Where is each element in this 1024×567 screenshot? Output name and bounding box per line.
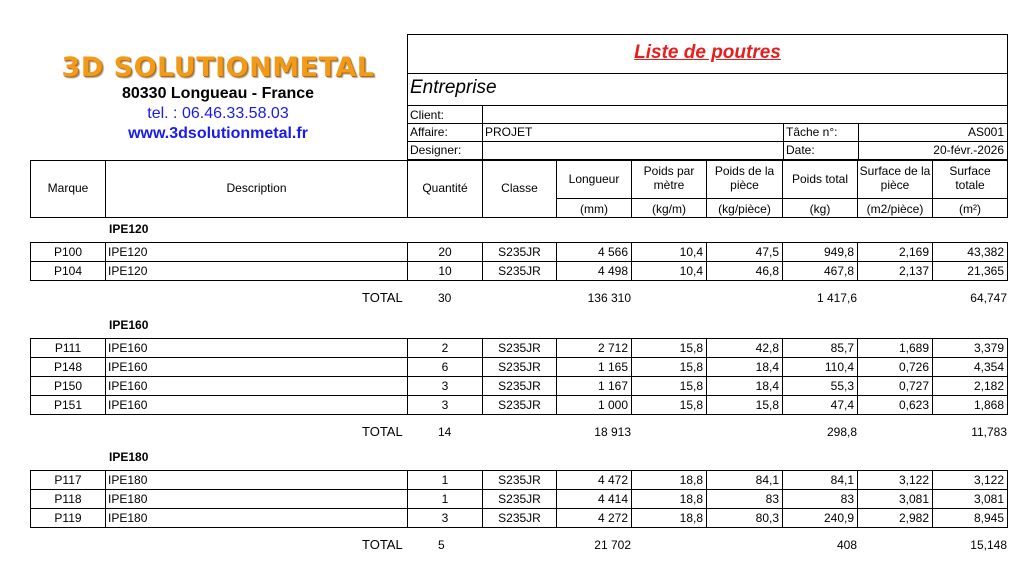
table-rule xyxy=(30,338,1008,339)
unit-surface-totale: (m²) xyxy=(959,202,981,216)
table-rule xyxy=(30,470,1008,471)
affaire-label: Affaire: xyxy=(410,125,448,139)
table-column-rule xyxy=(105,470,106,528)
table-cell-poids-piece: 18,4 xyxy=(755,360,779,374)
table-column-rule xyxy=(1007,242,1008,281)
table-cell-poids-total: 55,3 xyxy=(830,379,854,393)
table-cell-poids-metre: 15,8 xyxy=(679,379,703,393)
table-cell-poids-piece: 15,8 xyxy=(755,398,779,412)
table-rule xyxy=(30,414,1008,415)
table-column-rule xyxy=(105,242,106,281)
table-column-rule xyxy=(631,242,632,281)
table-cell-longueur: 2 712 xyxy=(597,341,628,355)
table-cell-poids-metre: 18,8 xyxy=(679,473,703,487)
table-column-rule xyxy=(857,338,858,415)
total-label: TOTAL xyxy=(362,290,403,305)
table-cell-longueur: 1 165 xyxy=(597,360,628,374)
col-poids-metre: Poids par mètre xyxy=(643,164,695,192)
table-cell-quantite: 3 xyxy=(441,398,449,412)
total-longueur: 18 913 xyxy=(594,425,631,439)
table-cell-classe: S235JR xyxy=(498,360,541,374)
table-rule xyxy=(30,508,1008,509)
total-quantite: 5 xyxy=(438,538,445,552)
total-surface-totale: 64,747 xyxy=(970,291,1007,305)
table-cell-description: IPE160 xyxy=(108,398,148,412)
table-column-rule xyxy=(631,470,632,528)
table-column-rule xyxy=(556,338,557,415)
table-column-rule xyxy=(932,242,933,281)
table-cell-description: IPE120 xyxy=(108,245,148,259)
table-cell-marque: P118 xyxy=(54,492,82,506)
table-column-rule xyxy=(782,470,783,528)
table-cell-poids-piece: 84,1 xyxy=(755,473,779,487)
table-cell-surface-piece: 2,982 xyxy=(898,511,929,525)
brand-logo: 3D SOLUTIONMETAL xyxy=(61,52,375,83)
total-quantite: 30 xyxy=(438,291,452,305)
table-cell-surface-piece: 2,137 xyxy=(898,264,929,278)
table-cell-classe: S235JR xyxy=(498,398,541,412)
table-column-rule xyxy=(706,242,707,281)
table-cell-longueur: 4 566 xyxy=(597,245,628,259)
col-marque: Marque xyxy=(47,181,89,195)
table-rule xyxy=(30,357,1008,358)
table-cell-classe: S235JR xyxy=(498,492,541,506)
table-cell-poids-piece: 47,5 xyxy=(755,245,779,259)
table-cell-description: IPE120 xyxy=(108,264,148,278)
table-column-rule xyxy=(857,242,858,281)
table-column-rule xyxy=(631,338,632,415)
total-poids-total: 408 xyxy=(836,538,857,552)
unit-poids-metre: (kg/m) xyxy=(652,202,686,216)
table-rule xyxy=(30,261,1008,262)
table-cell-longueur: 4 498 xyxy=(597,264,628,278)
table-column-rule xyxy=(857,470,858,528)
col-poids-piece: Poids de la pièce xyxy=(714,164,775,192)
table-rule xyxy=(30,527,1008,528)
table-cell-poids-total: 85,7 xyxy=(830,341,854,355)
table-rule xyxy=(30,489,1008,490)
table-cell-surface-totale: 1,868 xyxy=(973,398,1004,412)
company-address: 80330 Longueau - France xyxy=(121,85,315,102)
table-cell-surface-totale: 3,379 xyxy=(973,341,1004,355)
total-longueur: 21 702 xyxy=(594,538,631,552)
table-cell-classe: S235JR xyxy=(498,511,541,525)
group-label: IPE160 xyxy=(109,318,149,332)
table-cell-description: IPE160 xyxy=(108,360,148,374)
client-label: Client: xyxy=(410,108,445,122)
table-column-rule xyxy=(1007,470,1008,528)
table-cell-surface-totale: 21,365 xyxy=(967,264,1004,278)
table-cell-surface-piece: 1,689 xyxy=(898,341,929,355)
table-cell-surface-totale: 8,945 xyxy=(973,511,1004,525)
table-cell-classe: S235JR xyxy=(498,379,541,393)
table-cell-poids-metre: 10,4 xyxy=(679,264,703,278)
table-cell-poids-total: 110,4 xyxy=(824,360,854,374)
table-column-rule xyxy=(782,338,783,415)
table-cell-longueur: 4 272 xyxy=(597,511,628,525)
table-column-rule xyxy=(932,470,933,528)
table-column-rule xyxy=(706,470,707,528)
table-cell-poids-metre: 15,8 xyxy=(679,360,703,374)
table-cell-quantite: 20 xyxy=(438,245,452,259)
table-rule xyxy=(30,376,1008,377)
company-phone: tel. : 06.46.33.58.03 xyxy=(147,105,289,122)
table-cell-quantite: 10 xyxy=(438,264,452,278)
table-cell-surface-totale: 3,122 xyxy=(973,473,1004,487)
table-cell-marque: P119 xyxy=(54,511,82,525)
table-cell-quantite: 6 xyxy=(441,360,449,374)
col-longueur: Longueur xyxy=(568,172,620,186)
table-cell-surface-totale: 4,354 xyxy=(973,360,1004,374)
table-column-rule xyxy=(1007,338,1008,415)
total-poids-total: 298,8 xyxy=(826,425,857,439)
table-cell-poids-metre: 15,8 xyxy=(679,398,703,412)
table-cell-poids-piece: 46,8 xyxy=(755,264,779,278)
table-cell-longueur: 4 472 xyxy=(597,473,628,487)
table-cell-poids-total: 84,1 xyxy=(830,473,854,487)
col-classe: Classe xyxy=(501,181,538,195)
table-cell-quantite: 2 xyxy=(441,341,449,355)
table-cell-description: IPE180 xyxy=(108,492,148,506)
table-cell-poids-total: 240,9 xyxy=(823,511,854,525)
company-logo-block xyxy=(30,52,406,144)
table-cell-poids-piece: 83 xyxy=(765,492,779,506)
total-surface-totale: 15,148 xyxy=(970,538,1007,552)
table-cell-classe: S235JR xyxy=(498,341,541,355)
table-cell-surface-totale: 43,382 xyxy=(967,245,1004,259)
table-cell-longueur: 4 414 xyxy=(597,492,628,506)
company-website[interactable]: www.3dsolutionmetal.fr xyxy=(128,125,308,142)
table-cell-marque: P150 xyxy=(53,379,83,393)
unit-longueur: (mm) xyxy=(580,202,608,216)
table-cell-quantite: 1 xyxy=(441,492,449,506)
table-cell-marque: P117 xyxy=(54,473,82,487)
table-column-rule xyxy=(556,242,557,281)
col-description: Description xyxy=(226,181,287,195)
col-poids-total: Poids total xyxy=(791,172,849,186)
entreprise-label: Entreprise xyxy=(410,77,497,98)
table-cell-longueur: 1 167 xyxy=(597,379,628,393)
unit-surface-piece: (m2/pièce) xyxy=(866,202,924,216)
table-cell-poids-total: 47,4 xyxy=(830,398,854,412)
table-cell-poids-piece: 80,3 xyxy=(755,511,779,525)
total-poids-total: 1 417,6 xyxy=(816,291,857,305)
document-header-box xyxy=(407,34,1008,160)
table-cell-surface-piece: 2,169 xyxy=(898,245,929,259)
table-cell-marque: P148 xyxy=(53,360,83,374)
table-cell-poids-total: 949,8 xyxy=(823,245,854,259)
table-cell-description: IPE180 xyxy=(108,473,148,487)
designer-label: Designer: xyxy=(410,143,462,157)
col-surface-totale: Surface totale xyxy=(949,164,991,192)
table-rule xyxy=(30,395,1008,396)
table-cell-description: IPE160 xyxy=(108,379,148,393)
total-surface-totale: 11,783 xyxy=(971,425,1007,439)
table-cell-surface-piece: 0,623 xyxy=(898,398,929,412)
table-column-rule xyxy=(105,338,106,415)
total-longueur: 136 310 xyxy=(587,291,631,305)
group-label: IPE120 xyxy=(109,222,149,236)
unit-poids-piece: (kg/pièce) xyxy=(718,202,771,216)
total-label: TOTAL xyxy=(362,537,403,552)
col-quantite: Quantité xyxy=(422,181,468,195)
table-cell-marque: P151 xyxy=(53,398,83,412)
table-cell-poids-total: 467,8 xyxy=(823,264,854,278)
table-cell-poids-piece: 42,8 xyxy=(755,341,779,355)
table-cell-surface-piece: 0,726 xyxy=(898,360,929,374)
table-cell-marque: P111 xyxy=(54,341,82,355)
table-cell-description: IPE180 xyxy=(108,511,148,525)
group-label: IPE180 xyxy=(109,450,149,464)
table-cell-poids-metre: 18,8 xyxy=(679,511,703,525)
table-cell-surface-totale: 3,081 xyxy=(973,492,1004,506)
table-cell-poids-piece: 18,4 xyxy=(755,379,779,393)
table-cell-surface-piece: 3,081 xyxy=(898,492,929,506)
tache-value: AS001 xyxy=(967,125,1004,139)
table-cell-description: IPE160 xyxy=(108,341,148,355)
table-cell-marque: P100 xyxy=(53,245,83,259)
table-column-rule xyxy=(556,470,557,528)
table-cell-surface-piece: 3,122 xyxy=(898,473,929,487)
table-cell-classe: S235JR xyxy=(498,245,541,259)
table-cell-classe: S235JR xyxy=(498,473,541,487)
total-quantite: 14 xyxy=(438,425,452,439)
table-column-rule xyxy=(782,242,783,281)
table-cell-poids-metre: 10,4 xyxy=(679,245,703,259)
table-cell-poids-metre: 15,8 xyxy=(679,341,703,355)
unit-poids-total: (kg) xyxy=(809,202,831,216)
table-cell-quantite: 3 xyxy=(441,511,449,525)
affaire-value: PROJET xyxy=(485,125,533,139)
table-rule xyxy=(30,242,1008,243)
table-cell-surface-totale: 2,182 xyxy=(973,379,1004,393)
table-cell-marque: P104 xyxy=(53,264,83,278)
table-cell-quantite: 1 xyxy=(441,473,449,487)
total-label: TOTAL xyxy=(362,424,403,439)
col-surface-piece: Surface de la pièce xyxy=(859,164,931,192)
table-column-rule xyxy=(706,338,707,415)
date-label: Date: xyxy=(786,143,815,157)
table-cell-classe: S235JR xyxy=(498,264,541,278)
table-cell-poids-total: 83 xyxy=(840,492,854,506)
table-column-rule xyxy=(932,338,933,415)
tache-label: Tâche n°: xyxy=(786,125,838,139)
table-cell-longueur: 1 000 xyxy=(597,398,628,412)
document-title: Liste de poutres xyxy=(634,42,781,63)
date-value: 20-févr.-2026 xyxy=(933,143,1004,157)
table-cell-surface-piece: 0,727 xyxy=(898,379,929,393)
table-cell-quantite: 3 xyxy=(441,379,449,393)
table-rule xyxy=(30,280,1008,281)
table-cell-poids-metre: 18,8 xyxy=(679,492,703,506)
